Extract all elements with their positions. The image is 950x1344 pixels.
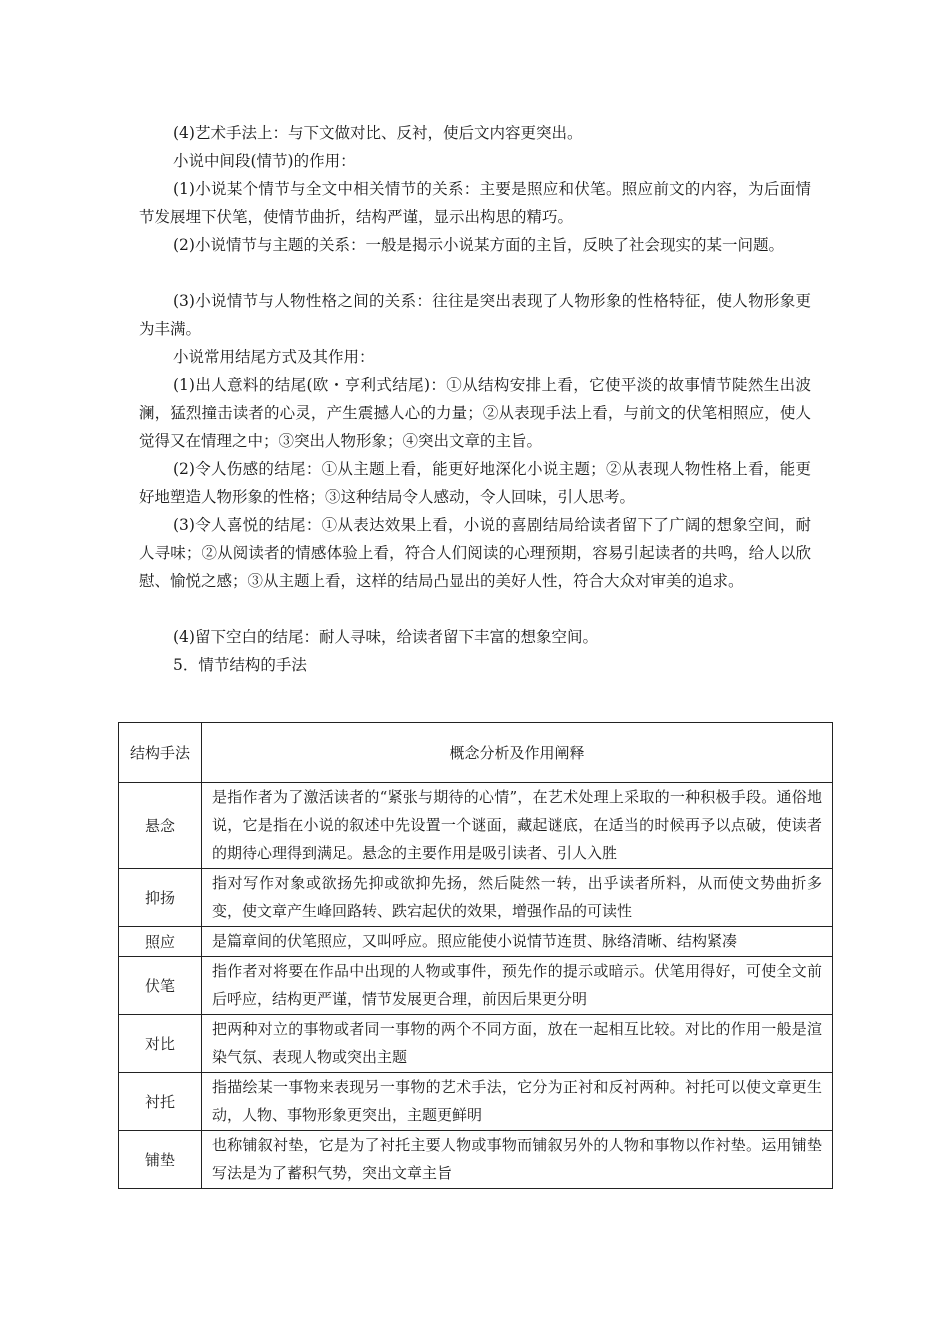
desc-cell: 指描绘某一事物来表现另一事物的艺术手法，它分为正衬和反衬两种。衬托可以使文章更生动，人物、事物形象更突出，主题更鲜明 — [202, 1073, 833, 1131]
table-row — [119, 1015, 833, 1073]
table-row — [119, 783, 833, 869]
table-row — [119, 1073, 833, 1131]
term-cell: 衬托 — [119, 1073, 202, 1131]
paragraph-ending-surprise: (1)出人意料的结尾(欧・亨利式结尾)：①从结构安排上看，它使平淡的故事情节陡然生出波澜，猛烈撞击读者的心灵，产生震撼人心的力量；②从表现手法上看，与前文的伏笔相照应，使人觉得又在情理之中；③突出人物形象；④突出文章的主旨。 — [139, 376, 811, 450]
table-row — [119, 957, 833, 1015]
table-row — [119, 1131, 833, 1189]
heading-middle-plot: 小说中间段(情节)的作用： — [173, 152, 356, 170]
table-row — [119, 869, 833, 927]
techniques-table — [118, 722, 833, 1189]
heading-endings: 小说常用结尾方式及其作用： — [173, 348, 375, 366]
header-technique: 结构手法 — [119, 723, 202, 783]
header-analysis: 概念分析及作用阐释 — [202, 723, 833, 783]
term-cell: 悬念 — [119, 783, 202, 869]
table-row — [119, 927, 833, 957]
term-cell: 照应 — [119, 927, 202, 957]
desc-cell: 是指作者为了激活读者的“紧张与期待的心情”，在艺术处理上采取的一种积极手段。通俗地说，它是指在小说的叙述中先设置一个谜面，藏起谜底，在适当的时候再予以点破，使读者的期待心理得到满足。悬念的主要作用是吸引读者、引人入胜 — [202, 783, 833, 869]
desc-cell: 指作者对将要在作品中出现的人物或事件，预先作的提示或暗示。伏笔用得好，可使全文前后呼应，结构更严谨，情节发展更合理，前因后果更分明 — [202, 957, 833, 1015]
term-cell: 对比 — [119, 1015, 202, 1073]
desc-cell: 是篇章间的伏笔照应，又叫呼应。照应能使小说情节连贯、脉络清晰、结构紧凑 — [202, 927, 833, 957]
section-heading-techniques: 5．情节结构的手法 — [173, 656, 307, 674]
term-cell: 铺垫 — [119, 1131, 202, 1189]
paragraph-plot-theme: (2)小说情节与主题的关系：一般是揭示小说某方面的主旨，反映了社会现实的某一问题。 — [173, 236, 784, 254]
term-cell: 伏笔 — [119, 957, 202, 1015]
desc-cell: 也称铺叙衬垫，它是为了衬托主要人物或事物而铺叙另外的人物和事物以作衬垫。运用铺垫写法是为了蓄积气势，突出文章主旨 — [202, 1131, 833, 1189]
paragraph-plot-character: (3)小说情节与人物性格之间的关系：往往是突出表现了人物形象的性格特征，使人物形象更为丰满。 — [139, 292, 811, 338]
paragraph-ending-sad: (2)令人伤感的结尾：①从主题上看，能更好地深化小说主题；②从表现人物性格上看，能更好地塑造人物形象的性格；③这种结局令人感动，令人回味，引人思考。 — [139, 460, 811, 506]
paragraph-art-technique: (4)艺术手法上：与下文做对比、反衬，使后文内容更突出。 — [173, 124, 583, 142]
paragraph-ending-open: (4)留下空白的结尾：耐人寻味，给读者留下丰富的想象空间。 — [173, 628, 598, 646]
paragraph-ending-happy: (3)令人喜悦的结尾：①从表达效果上看，小说的喜剧结局给读者留下了广阔的想象空间，耐人寻味；②从阅读者的情感体验上看，符合人们阅读的心理预期，容易引起读者的共鸣，给人以欣慰、愉悦之感；③从主题上看，这样的结局凸显出的美好人性，符合大众对审美的追求。 — [139, 516, 811, 590]
desc-cell: 指对写作对象或欲扬先抑或欲抑先扬，然后陡然一转，出乎读者所料，从而使文势曲折多变，使文章产生峰回路转、跌宕起伏的效果，增强作品的可读性 — [202, 869, 833, 927]
table-header-row — [119, 723, 833, 783]
term-cell: 抑扬 — [119, 869, 202, 927]
desc-cell: 把两种对立的事物或者同一事物的两个不同方面，放在一起相互比较。对比的作用一般是渲染气氛、表现人物或突出主题 — [202, 1015, 833, 1073]
paragraph-plot-relation: (1)小说某个情节与全文中相关情节的关系：主要是照应和伏笔。照应前文的内容，为后面情节发展埋下伏笔，使情节曲折，结构严谨，显示出构思的精巧。 — [139, 180, 811, 226]
